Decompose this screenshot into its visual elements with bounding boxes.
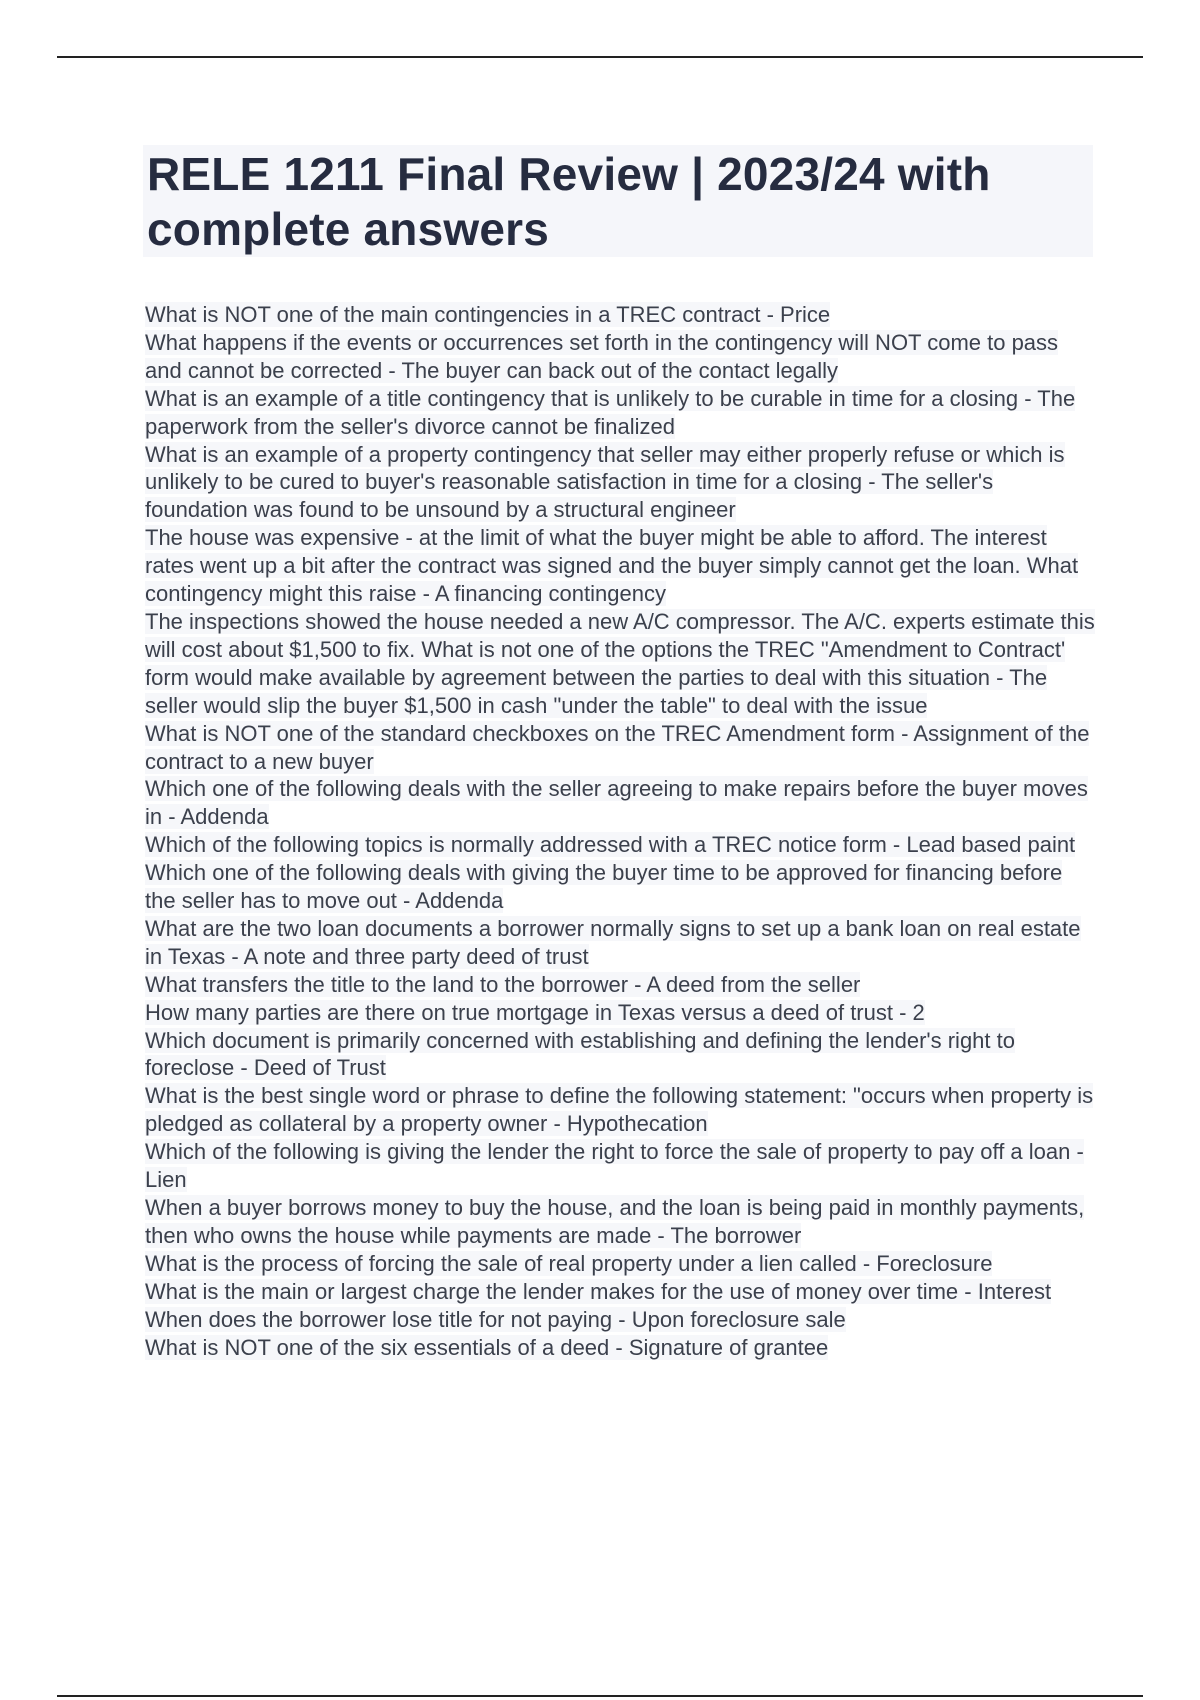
answer-text: A deed from the seller (646, 971, 861, 997)
bottom-rule (57, 1695, 1143, 1697)
answer-text: Interest (977, 1278, 1052, 1304)
qa-item-highlight: The inspections showed the house needed a new A/C compressor. The A/C. experts estimate this will cost about $1,500 to fix. What is not one of the options the TREC "Amendment to Contract' form would make available by agreement between the parties to deal with this situation - The seller would slip the buyer $1,500 in cash "under the table" to deal with the issue (145, 608, 1095, 718)
answer-text: The seller's foundation was found to be unsound by a structural engineer (145, 469, 994, 523)
question-text: Which document is primarily concerned with establishing and defining the lender's right to foreclose (145, 1027, 1015, 1081)
answer-text: Deed of Trust (253, 1055, 386, 1081)
question-text: What is an example of a title contingency that is unlikely to be curable in time for a closing (145, 385, 1019, 411)
qa-item (145, 1027, 1095, 1083)
question-text: Which of the following topics is normally addressed with a TREC notice form (145, 832, 887, 858)
answer-text: The buyer can back out of the contact legally (401, 357, 839, 383)
qa-item-highlight: What is the main or largest charge the lender makes for the use of money over time - Interest (145, 1278, 1052, 1304)
qa-item (145, 608, 1095, 720)
qa-item (145, 915, 1095, 971)
qa-item-highlight: What is an example of a property contingency that seller may either properly refuse or which is unlikely to be cured to buyer's reasonable satisfaction in time for a closing - The seller's foundation was found to be unsound by a structural engineer (145, 441, 1065, 523)
qa-item (145, 524, 1095, 608)
document-title: RELE 1211 Final Review | 2023/24 with complete answers (147, 148, 991, 255)
qa-item-highlight: What is the process of forcing the sale of real property under a lien called - Foreclosure (145, 1250, 993, 1276)
qa-item-highlight: What transfers the title to the land to the borrower - A deed from the seller (145, 971, 861, 997)
qa-item-highlight: Which one of the following deals with giving the buyer time to be approved for financing before the seller has to move out - Addenda (145, 860, 1063, 914)
question-text: Which one of the following deals with giving the buyer time to be approved for financing before the seller has to move out (145, 860, 1063, 914)
question-text: What is the process of forcing the sale of real property under a lien called (145, 1250, 857, 1276)
qa-item (145, 859, 1095, 915)
qa-item-highlight: Which one of the following deals with the seller agreeing to make repairs before the buyer moves in - Addenda (145, 776, 1088, 830)
answer-text: Addenda (415, 888, 504, 914)
answer-text: The paperwork from the seller's divorce cannot be finalized (145, 385, 1076, 439)
qa-item-highlight: What are the two loan documents a borrower normally signs to set up a bank loan on real estate in Texas - A note and three party deed of trust (145, 915, 1081, 969)
answer-text: A financing contingency (434, 581, 666, 607)
qa-item (145, 775, 1095, 831)
qa-item-highlight: Which of the following topics is normally addressed with a TREC notice form - Lead based paint (145, 832, 1076, 858)
qa-item-highlight: How many parties are there on true mortgage in Texas versus a deed of trust - 2 (145, 999, 925, 1025)
answer-text: Lien (145, 1167, 187, 1193)
qa-item (145, 301, 1095, 329)
qa-list (145, 301, 1095, 1361)
qa-item (145, 385, 1095, 441)
question-text: Which of the following is giving the lender the right to force the sale of property to pay off a loan (145, 1139, 1071, 1165)
question-text: What happens if the events or occurrences set forth in the contingency will NOT come to pass and cannot be corrected (145, 329, 1059, 383)
question-text: When does the borrower lose title for not paying (145, 1306, 613, 1332)
qa-item (145, 1334, 1095, 1362)
qa-item-highlight: When does the borrower lose title for not paying - Upon foreclosure sale (145, 1306, 846, 1332)
qa-item-highlight: What is NOT one of the six essentials of a deed - Signature of grantee (145, 1334, 829, 1360)
qa-item (145, 1194, 1095, 1250)
question-text: What are the two loan documents a borrower normally signs to set up a bank loan on real estate in Texas (145, 915, 1081, 969)
question-text: How many parties are there on true mortgage in Texas versus a deed of trust (145, 999, 893, 1025)
question-text: What is an example of a property contingency that seller may either properly refuse or which is unlikely to be cured to buyer's reasonable satisfaction in time for a closing (145, 441, 1065, 495)
question-text: What transfers the title to the land to the borrower (145, 971, 629, 997)
answer-text: 2 (912, 999, 925, 1025)
question-text: When a buyer borrows money to buy the house, and the loan is being paid in monthly payments, then who owns the house while payments are made (145, 1195, 1085, 1248)
answer-text: Signature of grantee (628, 1334, 829, 1360)
answer-text: The borrower (670, 1222, 802, 1248)
question-text: What is the best single word or phrase to define the following statement: "occurs when property is pledged as collateral by a property owner (145, 1083, 1094, 1137)
answer-text: The seller would slip the buyer $1,500 in cash "under the table" to deal with the issue (145, 664, 1048, 718)
answer-text: Upon foreclosure sale (631, 1306, 846, 1332)
qa-item (145, 971, 1095, 999)
qa-item (145, 329, 1095, 385)
question-text: What is NOT one of the standard checkboxes on the TREC Amendment form (145, 720, 895, 746)
question-text: The inspections showed the house needed a new A/C compressor. The A/C. experts estimate this will cost about $1,500 to fix. What is not one of the options the TREC "Amendment to Contract' form would make available by agreement between the parties to deal with this situation (145, 608, 1095, 690)
qa-item (145, 1306, 1095, 1334)
answer-text: Hypothecation (566, 1111, 708, 1137)
qa-item-highlight: Which document is primarily concerned with establishing and defining the lender's right to foreclose - Deed of Trust (145, 1027, 1015, 1081)
qa-item (145, 831, 1095, 859)
qa-item (145, 441, 1095, 525)
answer-text: Lead based paint (906, 832, 1076, 858)
qa-item (145, 1138, 1095, 1194)
answer-text: Addenda (180, 804, 269, 830)
question-text: What is NOT one of the six essentials of a deed (145, 1334, 610, 1360)
answer-text: A note and three party deed of trust (243, 943, 589, 969)
qa-item (145, 1278, 1095, 1306)
qa-item-highlight: Which of the following is giving the lender the right to force the sale of property to pay off a loan - Lien (145, 1139, 1084, 1193)
qa-item (145, 999, 1095, 1027)
question-text: The house was expensive - at the limit of what the buyer might be able to afford. The interest rates went up a bit after the contract was signed and the buyer simply cannot get the loan. What contingency might this raise (145, 525, 1079, 607)
answer-text: Assignment of the contract to a new buyer (145, 720, 1090, 774)
question-text: What is the main or largest charge the lender makes for the use of money over time (145, 1278, 959, 1304)
qa-item-highlight: What is NOT one of the main contingencies in a TREC contract - Price (145, 302, 831, 327)
qa-item-highlight: What is the best single word or phrase to define the following statement: "occurs when property is pledged as collateral by a property owner - Hypothecation (145, 1083, 1094, 1137)
qa-item-highlight: What happens if the events or occurrences set forth in the contingency will NOT come to pass and cannot be corrected - The buyer can back out of the contact legally (145, 329, 1059, 383)
answer-text: Foreclosure (876, 1250, 993, 1276)
qa-item-highlight: What is an example of a title contingency that is unlikely to be curable in time for a closing - The paperwork from the seller's divorce cannot be finalized (145, 385, 1076, 439)
qa-item-highlight: The house was expensive - at the limit of what the buyer might be able to afford. The interest rates went up a bit after the contract was signed and the buyer simply cannot get the loan. What contingency might this raise - A financing contingency (145, 525, 1079, 607)
question-text: What is NOT one of the main contingencies in a TREC contract (145, 302, 761, 327)
qa-item (145, 720, 1095, 776)
qa-item-highlight: When a buyer borrows money to buy the house, and the loan is being paid in monthly payments, then who owns the house while payments are made - The borrower (145, 1195, 1085, 1248)
question-text: Which one of the following deals with the seller agreeing to make repairs before the buyer moves in (145, 776, 1088, 830)
qa-item (145, 1082, 1095, 1138)
title-block (143, 145, 1093, 257)
answer-text: Price (780, 302, 831, 327)
top-rule (57, 56, 1143, 58)
qa-item-highlight: What is NOT one of the standard checkboxes on the TREC Amendment form - Assignment of the contract to a new buyer (145, 720, 1090, 774)
qa-item (145, 1250, 1095, 1278)
